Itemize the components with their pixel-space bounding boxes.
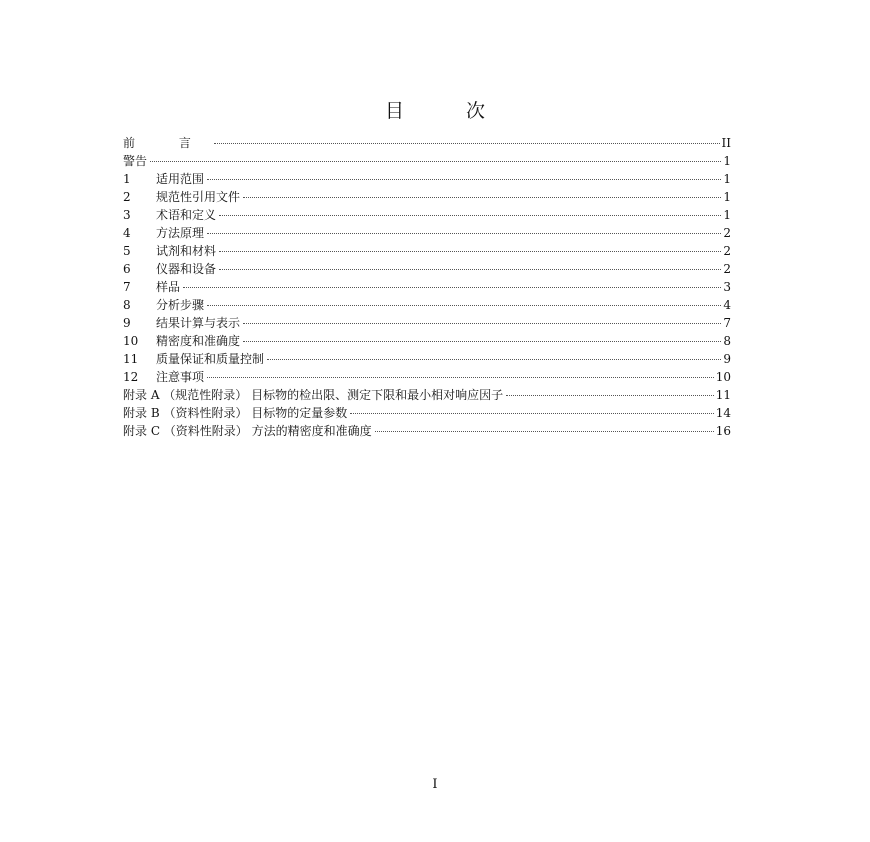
dot-leader (506, 395, 714, 396)
toc-entry-page: 9 (723, 352, 731, 366)
dot-leader (207, 179, 721, 180)
toc-entry-page: 2 (723, 244, 731, 258)
toc-entry-label: 分析步骤 (156, 298, 205, 312)
toc-entry-label: 附录 B （资料性附录） 目标物的定量参数 (123, 406, 348, 420)
toc-entry[interactable] (123, 224, 731, 242)
toc-entry-label: 术语和定义 (156, 208, 217, 222)
toc-entry-page: 1 (723, 172, 731, 186)
toc-entry[interactable] (123, 188, 731, 206)
dot-leader (243, 341, 721, 342)
dot-leader (243, 323, 721, 324)
dot-leader (243, 197, 721, 198)
dot-leader (375, 431, 714, 432)
toc-entry-number: 3 (123, 208, 131, 222)
toc-entry-label: 样品 (156, 280, 181, 294)
page-title: 目 次 (384, 100, 514, 122)
toc-entry[interactable] (123, 350, 731, 368)
toc-entry-label: 注意事项 (156, 370, 205, 384)
toc-entry[interactable] (123, 332, 731, 350)
toc-entry-number: 5 (123, 244, 131, 258)
toc-entry-number: 1 (123, 172, 131, 186)
toc-entry[interactable] (123, 170, 731, 188)
toc-entry-number: 12 (123, 370, 139, 384)
toc-entry-page: 1 (723, 154, 731, 168)
toc-entry-label: 结果计算与表示 (156, 316, 241, 330)
toc-entry[interactable] (123, 260, 731, 278)
toc-entry[interactable] (123, 134, 731, 152)
toc-entry-label: 警告 (123, 154, 148, 168)
toc-entry-number: 10 (123, 334, 139, 348)
toc-entry-label: 方法原理 (156, 226, 205, 240)
toc-entry-label: 适用范围 (156, 172, 205, 186)
toc-entry-label: 附录 C （资料性附录） 方法的精密度和准确度 (123, 424, 372, 438)
toc-entry[interactable] (123, 206, 731, 224)
toc-entry-page: II (721, 136, 731, 150)
toc-entry[interactable] (123, 278, 731, 296)
toc-entry[interactable] (123, 368, 731, 386)
dot-leader (219, 251, 721, 252)
dot-leader (207, 377, 714, 378)
toc-entry-page: 8 (723, 334, 731, 348)
dot-leader (219, 269, 721, 270)
dot-leader (219, 215, 721, 216)
toc-entry-page: 2 (723, 262, 731, 276)
toc-entry-page: 7 (723, 316, 731, 330)
dot-leader (183, 287, 721, 288)
toc-entry-page: 14 (715, 406, 731, 420)
toc-entry-number: 8 (123, 298, 131, 312)
dot-leader (214, 143, 720, 144)
toc-entry-page: 4 (723, 298, 731, 312)
toc-entry-label: 精密度和准确度 (156, 334, 241, 348)
toc-entry-label: 前 言 (123, 136, 211, 150)
dot-leader (207, 305, 721, 306)
toc-entry-number: 7 (123, 280, 131, 294)
toc-entry-number: 6 (123, 262, 131, 276)
table-of-contents (123, 134, 731, 440)
dot-leader (350, 413, 713, 414)
toc-entry-label: 规范性引用文件 (156, 190, 241, 204)
toc-entry-label: 仪器和设备 (156, 262, 217, 276)
toc-entry-label: 附录 A （规范性附录） 目标物的检出限、测定下限和最小相对响应因子 (123, 388, 504, 402)
toc-entry-page: 1 (723, 208, 731, 222)
toc-entry-number: 9 (123, 316, 131, 330)
toc-entry-label: 质量保证和质量控制 (156, 352, 265, 366)
dot-leader (150, 161, 721, 162)
toc-entry-page: 10 (715, 370, 731, 384)
toc-entry[interactable] (123, 152, 731, 170)
toc-entry-page: 11 (715, 388, 731, 402)
toc-entry-number: 2 (123, 190, 131, 204)
toc-entry-label: 试剂和材料 (156, 244, 217, 258)
toc-entry-number: 4 (123, 226, 131, 240)
toc-entry[interactable] (123, 314, 731, 332)
toc-entry[interactable] (123, 242, 731, 260)
toc-entry[interactable] (123, 296, 731, 314)
toc-entry-page: 1 (723, 190, 731, 204)
toc-entry[interactable] (123, 422, 731, 440)
dot-leader (207, 233, 721, 234)
toc-entry[interactable] (123, 404, 731, 422)
toc-entry-page: 16 (715, 424, 731, 438)
toc-entry-page: 3 (723, 280, 731, 294)
page-number: I (432, 777, 438, 792)
toc-entry-number: 11 (123, 352, 139, 366)
toc-entry-page: 2 (723, 226, 731, 240)
toc-entry[interactable] (123, 386, 731, 404)
dot-leader (267, 359, 721, 360)
